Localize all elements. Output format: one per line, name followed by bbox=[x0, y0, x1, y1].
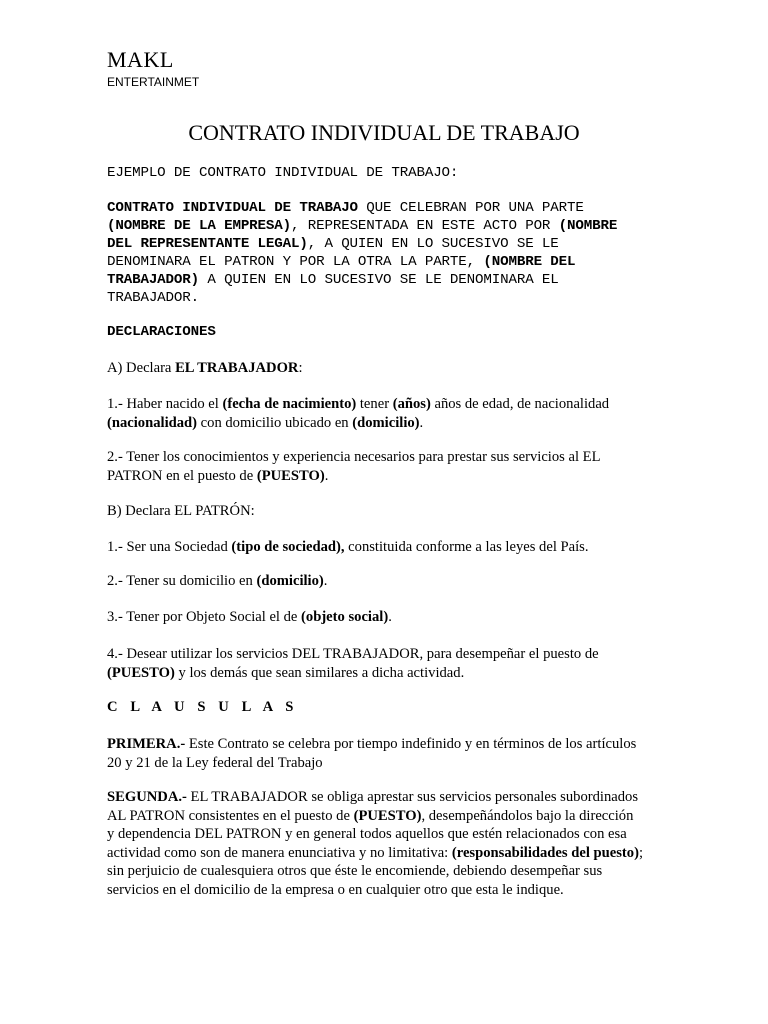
clausula-segunda: SEGUNDA.- EL TRABAJADOR se obliga aprestar sus servicios personales subordinados AL PATRON consistentes en el puesto de (PUESTO), desempeñándolos bajo la dirección y dependencia DEL PATRON y en general todos aquellos que estén relacionados con esa actividad como son de manera enunciativa y no limitativa: (responsabilidades del puesto); sin perjuicio de cualesquiera otros que éste le encomiende, debiendo desempeñar sus servicios en el domicilio de la empresa o en cualquier otro que esta le indique. bbox=[107, 789, 643, 898]
declara-trabajador: A) Declara EL TRABAJADOR: bbox=[107, 360, 303, 376]
declaracion-b2: 2.- Tener su domicilio en (domicilio). bbox=[107, 573, 328, 589]
declaracion-b1: 1.- Ser una Sociedad (tipo de sociedad), constituida conforme a las leyes del País. bbox=[107, 539, 589, 555]
example-label: EJEMPLO DE CONTRATO INDIVIDUAL DE TRABAJO: bbox=[107, 165, 459, 181]
intro-paragraph: CONTRATO INDIVIDUAL DE TRABAJO QUE CELEBRAN POR UNA PARTE (NOMBRE DE LA EMPRESA), REPRESENTADA EN ESTE ACTO POR (NOMBRE DEL REPRESENTANTE LEGAL), A QUIEN EN LO SUCESIVO SE LE DENOMINARA EL PATRON Y POR LA OTRA LA PARTE, (NOMBRE DEL TRABAJADOR) A QUIEN EN LO SUCESIVO SE LE DENOMINARA EL TRABAJADOR. bbox=[107, 200, 618, 306]
declara-patron: B) Declara EL PATRÓN: bbox=[107, 503, 255, 519]
brand-subtitle: ENTERTAINMET bbox=[107, 75, 200, 89]
declaracion-b3: 3.- Tener por Objeto Social el de (objeto social). bbox=[107, 609, 392, 625]
document-title: CONTRATO INDIVIDUAL DE TRABAJO bbox=[188, 120, 580, 145]
clausulas-heading: C L A U S U L A S bbox=[107, 699, 298, 715]
clausula-primera: PRIMERA.- Este Contrato se celebra por tiempo indefinido y en términos de los artículos 20 y 21 de la Ley federal del Trabajo bbox=[107, 736, 637, 771]
declaracion-a2: 2.- Tener los conocimientos y experiencia necesarios para prestar sus servicios al EL PATRON en el puesto de (PUESTO). bbox=[107, 449, 601, 484]
brand-name: MAKL bbox=[107, 47, 174, 72]
declaracion-b4: 4.- Desear utilizar los servicios DEL TRABAJADOR, para desempeñar el puesto de (PUESTO) y los demás que sean similares a dicha actividad. bbox=[107, 646, 599, 681]
declaraciones-heading: DECLARACIONES bbox=[107, 324, 216, 340]
declaracion-a1: 1.- Haber nacido el (fecha de nacimiento) tener (años) años de edad, de nacionalidad (nacionalidad) con domicilio ubicado en (domicilio). bbox=[107, 396, 610, 431]
